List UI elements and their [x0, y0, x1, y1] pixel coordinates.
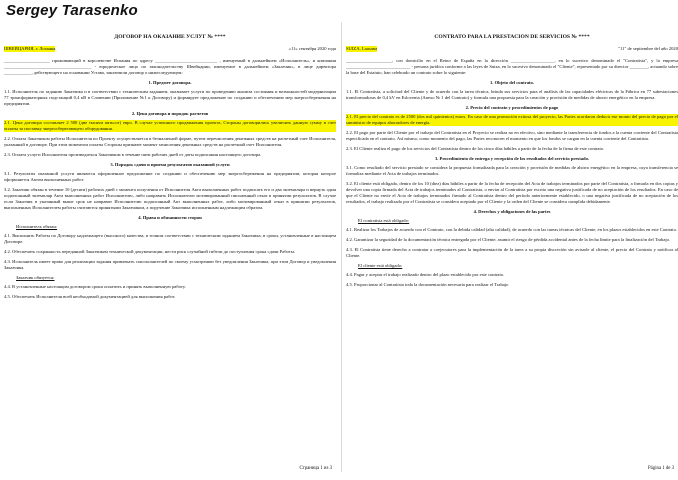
- clause: 3.1. Результаты оказанной услуги являются оформленное предложение по созданию и обеспечению мер энергосбережения на предприятии, которая которое оформляется Актом выполненных работ.: [4, 171, 336, 182]
- page-divider: [341, 22, 342, 472]
- section-heading: 3. Procedimiento de entrega y recepción de los resultados del servicio prestado.: [434, 156, 590, 161]
- preamble: ____________________ проживающий в королевстве Испания по адресу ___________________________ , именуемый в дальнейшем «Исполнитель», и компания ______________________________________ - юридическое лицо по законодательству Швейцарии, именуемое в дальнейшем «Заказчик», в лице директора ____________, действующего на основании Устава, заключили договор о нижеследующем:: [4, 58, 336, 75]
- section-heading: 3. Порядок сдачи и приема результатов оказанной услуги: [110, 162, 230, 167]
- clause: 4.3. Исполнитель имеет право для реализации задания привлекать соисполнителей по своему усмотрению без уведомления Заказчика, при этом Договор и уведомления Заказчика.: [4, 259, 336, 270]
- clause: 2.2. Оплата Заказчиком работы Исполнителя по Проекту осуществляется в безналичной форме, путем перечисления денежных средств на расчетный счет Исполнителя, указанный в договоре. При этом моментом оплаты Стороны признают момент зачисления денежных средств на расчетный счет Исполнителя.: [4, 136, 336, 147]
- section-heading: 1. Objeto del contrato.: [489, 80, 534, 85]
- subheading: Исполнитель обязан:: [16, 224, 58, 229]
- clause: 3.2. El cliente está obligado, dentro de los 10 (diez) días hábiles a partir de la fecha de recepción del Acta de trabajos terminados por parte del Contratista, a firmarla en dos copias y devolver una copia firmada del Acta de trabajos terminados al Contratista, o enviar al Contratista por escrito una negativa justificada de no aceptación de los resultados. En caso de que el Cliente no envíe el Acta de trabajos terminados firmado al Contratista dentro del período anteriormente establecido, o una negativa justificada de no aceptación de los resultados, el trabajo realizado por el Contratista se considera aceptado por el Cliente y la orden del Cliente se considera cumplida debidamente.: [346, 181, 678, 204]
- document-title: ДОГОВОР НА ОКАЗАНИЕ УСЛУГ № ****: [114, 34, 226, 40]
- subheading: Заказчик обязуется:: [16, 275, 55, 280]
- section-heading: 2. Цена договора и порядок расчетов: [131, 111, 209, 116]
- clause-highlighted: 2.1. El precio del contrato es de 2500 (dos mil quinientos) euros. En caso de una promoción exitosa del proyecto, las Partes acordaron deducir ese monto del precio de pago por el suministro de equipos ahorradores de energía.: [346, 114, 678, 125]
- author-name: Sergey Tarasenko: [6, 2, 138, 19]
- place: SUIZA, Lausana: [346, 46, 378, 51]
- date: «11» сентября 2020 года: [288, 46, 336, 51]
- clause: 3.2. Заказчик обязан в течение 10 (десяти) рабочих дней с момента получения от Исполнителя Акта выполненных работ подписать его и два экземпляра и вернуть один подписанный экземпляр Акта выполненных работ Исполнителю, либо направить Исполнителю мотивированный письменный отказ в принятии результатов. В случае если Заказчик в указанный выше срок не направит Исполнителю подписанный Акт выполненных работ, либо мотивированный отказ в принятии результатов, выполненных Исполнителем работы считаются принятыми Заказчиком, а поручение Заказчика исполненным надлежащим образом.: [4, 187, 336, 210]
- document-title: CONTRATO PARA LA PRESTACIÓN DE SERVICIOS № ****: [434, 34, 590, 40]
- clause: 2.2. El pago por parte del Cliente por el trabajo del Contratista en el Proyecto se realiza no en efectivo, sino mediante la transferencia de fondos a la cuenta corriente del Contratista especificada en el contrato. Así mismo, como momento del pago, las Partes reconocen el momento en que los fondos se cargan en la cuenta corriente del Contratista.: [346, 130, 678, 141]
- preamble: ____________________, con domicilio en el Reino de España en la dirección ___________________, en lo sucesivo denominado el "Contratista", y la empresa ____________________________ - persona jurídica conforme a las leyes de Suiza, en lo sucesivo denominado el "Cliente", representado por su director ________, actuando sobre la base del Estatuto, han celebrado un contrato sobre lo siguiente:: [346, 58, 678, 75]
- clause-highlighted: 2.1. Цена договора составляет 2 500 (две тысячи пятьсот) евро. В случае успешного продвижения проекта, Стороны договорились увеличить данную сумму в счет оплаты за поставку энергосберегающего оборудования.: [4, 120, 336, 131]
- page-number: Страница 1 из 3: [299, 466, 332, 471]
- clause: 4.5. Proporcionar al Contratista toda la documentación necesaria para realizar el Trabajo: [346, 282, 509, 287]
- russian-contract-page: [4, 34, 336, 472]
- clause: 4.5. Обеспечить Исполнителя всей необходимой документацией для выполнения работ.: [4, 294, 176, 299]
- clause: 4.4. Pagar y aceptar el trabajo realizado dentro del plazo establecido por este contrato.: [346, 272, 505, 277]
- place-date-row: [4, 46, 336, 52]
- clause: 2.3. El Cliente realiza el pago de los servicios del Contratista dentro de los cinco días hábiles a partir de la fecha de la firma de este contrato.: [346, 146, 605, 151]
- clause: 4.4. В установленные настоящим договором сроки оплатить и принять выполненную работу.: [4, 284, 186, 289]
- subheading: El contratista está obligado:: [358, 218, 410, 223]
- section-heading: 4. Derechos y obligaciones de las partes: [473, 209, 551, 214]
- clause: 4.2. Обеспечить сохранность переданной Заказчиком технической документации, нести риск случайной гибели до поступления срока сдачи Работы.: [4, 249, 296, 254]
- clause: 3.1. Como resultado del servicio prestado se considera la propuesta formalizada para la creación y provisión de medidas de ahorro energético en la empresa, cuya transferencia se formaliza mediante el Acta de trabajos terminados.: [346, 165, 678, 176]
- clause: 2.3. Оплата услуги Исполнителя производиться Заказчиком в течение пяти рабочих дней от даты подписания настоящего договора.: [4, 152, 262, 157]
- section-heading: 2. Precio del contrato y procedimientos de pago: [465, 105, 559, 110]
- spanish-contract-page: [346, 34, 678, 472]
- page-number: Página 1 de 3: [648, 466, 674, 471]
- place-date-row: [346, 46, 678, 52]
- clause: 1.1. Исполнитель по заданию Заказчика и в соответствии с техническим заданием, оказывает услуги по проведению анализа состояния и возможностей модернизации 77 трансформаторных подстанций 0,4 кВ в Словении (Приложение №1 к Договору) и формирует предложение по созданию и обеспечению мер энергосбережения на предприятии.: [4, 89, 336, 106]
- date: "11" de septiembre del año 2020: [618, 46, 678, 51]
- clause: 4.1. Realizar los Trabajos de acuerdo con el Contrato, con la debida calidad (alta calidad), de acuerdo con las tareas técnicas del Cliente, en los plazos establecidos en este Contrato.: [346, 227, 678, 232]
- clause: 4.3. El Contratista tiene derecho a contratar a coejecutores para la implementación de la tarea a su propia discreción sin avisarle al cliente, el precio del Contrato y notificar al Cliente.: [346, 247, 678, 258]
- place: ШВЕЙЦАРИЯ, г. Лозанна: [4, 46, 56, 51]
- clause: 4.2. Garantizar la seguridad de la documentación técnica entregada por el Cliente, asumir el riesgo de pérdida accidental antes de la fecha límite para la finalización del Trabajo.: [346, 237, 671, 242]
- clause: 1.1. El Contratista, a solicitud del Cliente y de acuerdo con la tarea técnica, brinda sus servicios para el análisis de las capacidades eléctricas de la Fábrica en 77 subestaciones transformadoras de 0,4 kV en Eslovenia (Anexo № 1 del Contrato) y formula una propuesta para la creación y provisión de medidas de ahorro energético en la empresa.: [346, 89, 678, 100]
- section-heading: 4. Права и обязанности сторон: [138, 215, 202, 220]
- subheading: El cliente está obligado:: [358, 263, 403, 268]
- section-heading: 1. Предмет договора.: [148, 80, 192, 85]
- clause: 4.1. Выполнить Работы по Договору надлежащего (высокого) качества, в точном соответствии с техническим заданием Заказчика, в сроки, установленные в настоящем Договоре.: [4, 233, 336, 244]
